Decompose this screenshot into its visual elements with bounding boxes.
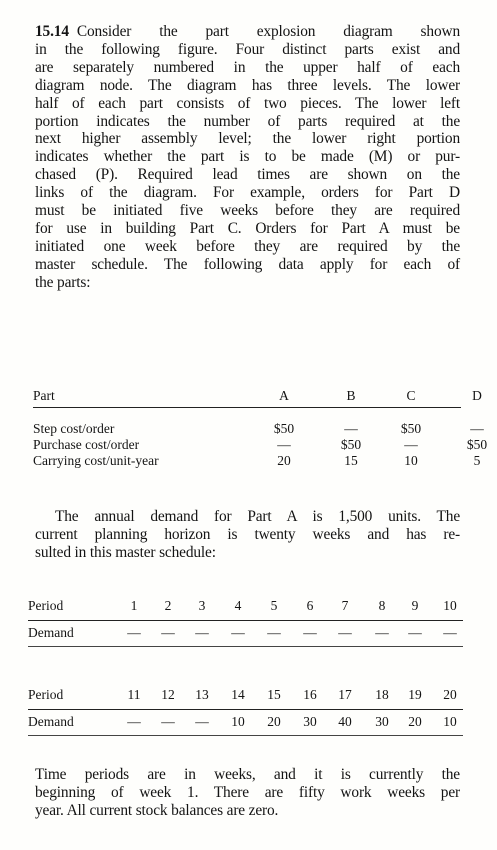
demand-cell: — xyxy=(195,625,209,640)
period-cell: 20 xyxy=(443,687,457,702)
header-cell: A xyxy=(279,388,289,403)
demand-row xyxy=(28,621,463,647)
period-cell: 8 xyxy=(378,598,386,613)
table-row xyxy=(33,453,481,469)
header-cell: C xyxy=(406,388,416,403)
table-cell: 10 xyxy=(404,453,418,468)
demand-cell: 30 xyxy=(375,714,389,729)
table-cell: — xyxy=(404,437,418,452)
row-label: Purchase cost/order xyxy=(33,437,140,452)
period-cell: 12 xyxy=(161,687,175,702)
intro-line: for use in building Part C. Orders for Part A must be xyxy=(35,219,460,237)
period-cell: 2 xyxy=(164,598,172,613)
period-cell: 3 xyxy=(198,598,206,613)
demand-cell: 30 xyxy=(303,714,317,729)
table-row xyxy=(33,421,484,437)
intro-line: initiated one week before they are required by the xyxy=(35,237,460,255)
intro-line: links of the diagram. For example, orders for Part D xyxy=(35,184,460,202)
divider xyxy=(28,735,463,736)
intro-line: the parts: xyxy=(35,273,91,291)
problem-statement xyxy=(35,23,460,292)
table-cell: $50 xyxy=(400,421,422,436)
header-cell: B xyxy=(346,388,356,403)
period-cell: 6 xyxy=(306,598,314,613)
table-cell: 15 xyxy=(344,453,358,468)
demand-line: The annual demand for Part A is 1,500 units. The xyxy=(55,508,460,525)
intro-line: diagram node. The diagram has three levels. The lower xyxy=(35,76,460,94)
period-row xyxy=(28,594,463,621)
intro-line: chased (P). Required lead times are shown on the xyxy=(35,166,460,184)
period-cell: 9 xyxy=(411,598,419,613)
demand-row xyxy=(28,710,463,736)
demand-cell: — xyxy=(443,625,457,640)
closing-line: year. All current stock balances are zero. xyxy=(35,801,279,819)
table-cell: — xyxy=(470,421,484,436)
period-cell: 10 xyxy=(443,598,457,613)
table-cell: $50 xyxy=(273,421,295,436)
demand-cell: — xyxy=(267,625,281,640)
demand-label: Demand xyxy=(28,625,74,640)
intro-line: in the following figure. Four distinct parts exist and xyxy=(35,40,460,58)
intro-line: are separately numbered in the upper half of each xyxy=(35,58,460,76)
period-cell: 7 xyxy=(341,598,349,613)
header-cell: D xyxy=(472,388,482,403)
period-cell: 18 xyxy=(375,687,389,702)
demand-line: sulted in this master schedule: xyxy=(35,543,216,561)
intro-line: next higher assembly level; the lower right portion xyxy=(35,130,460,148)
closing-line: beginning of week 1. There are fifty work weeks per xyxy=(35,783,460,801)
demand-cell: — xyxy=(127,625,141,640)
period-cell: 15 xyxy=(267,687,281,702)
demand-cell: 20 xyxy=(408,714,422,729)
demand-cell: — xyxy=(375,625,389,640)
intro-line: must be initiated five weeks before they are required xyxy=(35,202,460,220)
demand-paragraph xyxy=(35,508,460,562)
table-row xyxy=(33,437,488,453)
demand-cell: — xyxy=(127,714,141,729)
table-cell: $50 xyxy=(340,437,362,452)
period-cell: 4 xyxy=(234,598,242,613)
period-cell: 14 xyxy=(231,687,245,702)
period-cell: 5 xyxy=(270,598,278,613)
period-cell: 17 xyxy=(338,687,352,702)
demand-cell: — xyxy=(338,625,352,640)
demand-cell: — xyxy=(408,625,422,640)
closing-paragraph xyxy=(35,766,460,820)
intro-line: half of each part consists of two pieces. The lower left xyxy=(35,94,460,112)
table-cell: — xyxy=(344,421,358,436)
period-cell: 1 xyxy=(130,598,138,613)
divider xyxy=(28,646,463,647)
row-label: Step cost/order xyxy=(33,421,115,436)
demand-cell: 40 xyxy=(338,714,352,729)
period-label: Period xyxy=(28,687,64,702)
table-cell: 5 xyxy=(473,453,481,468)
closing-line: Time periods are in weeks, and it is currently the xyxy=(35,766,460,783)
row-label: Carrying cost/unit-year xyxy=(33,453,159,468)
part-cost-table xyxy=(33,387,488,469)
period-cell: 16 xyxy=(303,687,317,702)
intro-line: master schedule. The following data apply for each of xyxy=(35,255,460,273)
period-cell: 19 xyxy=(408,687,422,702)
demand-cell: 10 xyxy=(231,714,245,729)
demand-cell: — xyxy=(303,625,317,640)
demand-cell: — xyxy=(231,625,245,640)
problem-number: 15.14 xyxy=(35,23,69,40)
intro-line: indicates whether the part is to be made (M) or pur- xyxy=(35,148,460,166)
intro-line: portion indicates the number of parts required at the xyxy=(35,112,460,130)
period-label: Period xyxy=(28,598,64,613)
table-cell: — xyxy=(277,437,291,452)
master-schedule-weeks-11-20 xyxy=(28,683,463,736)
intro-line: 15.14 Consider the part explosion diagram shown xyxy=(35,23,460,40)
demand-line: current planning horizon is twenty weeks and has re- xyxy=(35,525,460,543)
table-cell: $50 xyxy=(466,437,488,452)
period-cell: 11 xyxy=(127,687,141,702)
demand-cell: — xyxy=(195,714,209,729)
table-cell: 20 xyxy=(277,453,291,468)
cost-table-header xyxy=(33,387,482,408)
period-row xyxy=(28,683,463,710)
demand-cell: 10 xyxy=(443,714,457,729)
demand-cell: — xyxy=(161,625,175,640)
period-cell: 13 xyxy=(195,687,209,702)
demand-cell: 20 xyxy=(267,714,281,729)
demand-label: Demand xyxy=(28,714,74,729)
master-schedule-weeks-1-10 xyxy=(28,594,463,647)
header-cell: Part xyxy=(33,388,55,403)
demand-cell: — xyxy=(161,714,175,729)
